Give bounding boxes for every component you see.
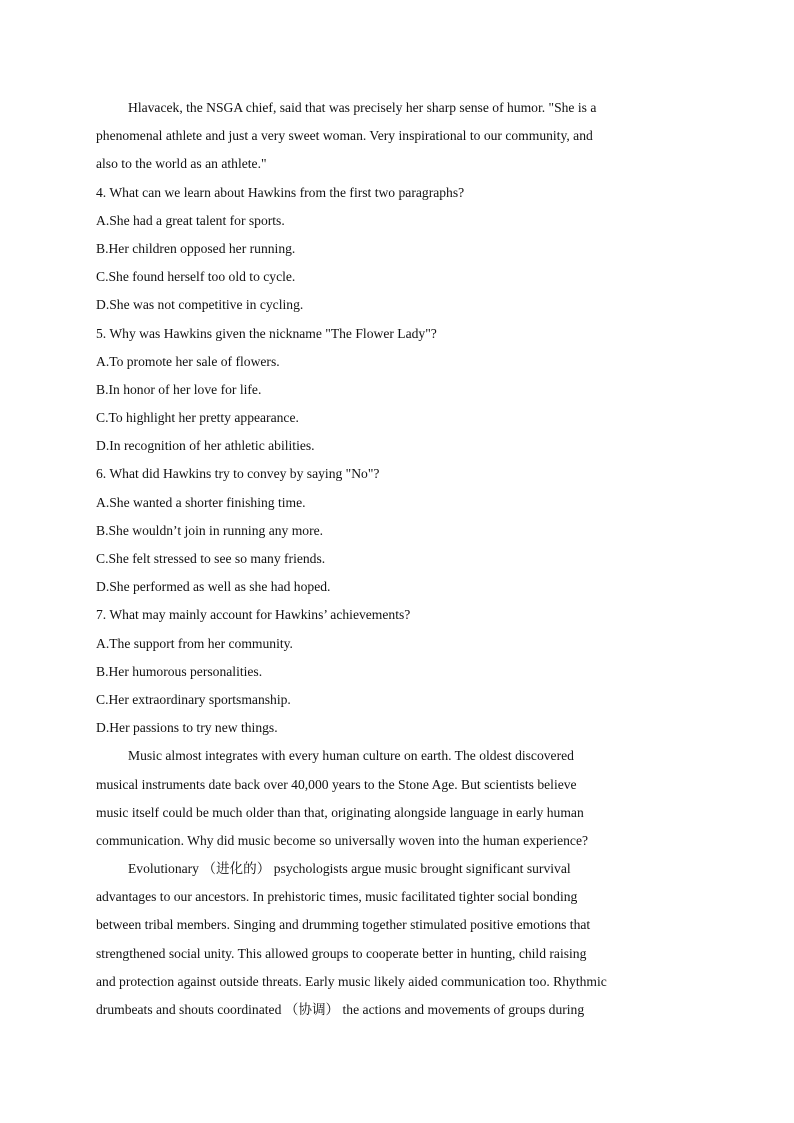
question-5 [96,320,696,461]
paragraph-line: Music almost integrates with every human culture on earth. The oldest discovered [128,748,574,764]
answer-option: C.She found herself too old to cycle. [96,269,296,285]
answer-option: A.To promote her sale of flowers. [96,353,280,369]
paragraph-line: advantages to our ancestors. In prehistoric times, music facilitated tighter social bonding [96,889,578,905]
paragraph-line: between tribal members. Singing and drumming together stimulated positive emotions that [96,917,591,933]
question-stem: 4. What can we learn about Hawkins from the first two paragraphs? [96,184,465,200]
answer-option: D.She was not competitive in cycling. [96,297,304,313]
answer-option: B.Her humorous personalities. [96,663,263,679]
answer-option: B.She wouldn’t join in running any more. [96,522,324,538]
answer-option: A.She had a great talent for sports. [96,212,285,228]
paragraph-line: Hlavacek, the NSGA chief, said that was precisely her sharp sense of humor. "She is a [128,100,597,115]
question-6 [96,460,696,601]
answer-option: C.She felt stressed to see so many friends. [96,551,326,566]
answer-option: B.In honor of her love for life. [96,381,262,397]
answer-option: D.She performed as well as she had hoped. [96,579,331,595]
answer-option: D.In recognition of her athletic abilities. [96,438,315,454]
answer-option: C.Her extraordinary sportsmanship. [96,691,291,707]
passage-paragraph [96,742,696,855]
question-4 [96,179,696,320]
answer-option: A.She wanted a shorter finishing time. [96,494,306,510]
passage-paragraph [96,94,696,179]
paragraph-line: music itself could be much older than that, originating alongside language in early human [96,804,584,820]
paragraph-line: drumbeats and shouts coordinated （协调） the actions and movements of groups during [96,1002,585,1017]
question-stem: 6. What did Hawkins try to convey by saying "No"? [96,466,380,482]
paragraph-line: and protection against outside threats. Early music likely aided communication too. Rhythmic [96,973,607,989]
question-7 [96,601,696,742]
paragraph-line: Evolutionary （进化的） psychologists argue music brought significant survival [128,861,571,877]
answer-option: A.The support from her community. [96,635,293,651]
question-stem: 7. What may mainly account for Hawkins’ achievements? [96,607,411,623]
answer-option: C.To highlight her pretty appearance. [96,410,299,426]
answer-option: D.Her passions to try new things. [96,720,278,736]
paragraph-line: phenomenal athlete and just a very sweet woman. Very inspirational to our community, and [96,128,593,144]
answer-option: B.Her children opposed her running. [96,240,296,256]
paragraph-line: communication. Why did music become so universally woven into the human experience? [96,832,589,848]
question-stem: 5. Why was Hawkins given the nickname "The Flower Lady"? [96,325,437,341]
paragraph-line: musical instruments date back over 40,000 years to the Stone Age. But scientists believe [96,776,577,792]
passage-paragraph [96,855,696,1024]
document-body [96,94,696,1024]
paragraph-line: also to the world as an athlete." [96,156,267,172]
paragraph-line: strengthened social unity. This allowed groups to cooperate better in hunting, child raising [96,945,587,961]
